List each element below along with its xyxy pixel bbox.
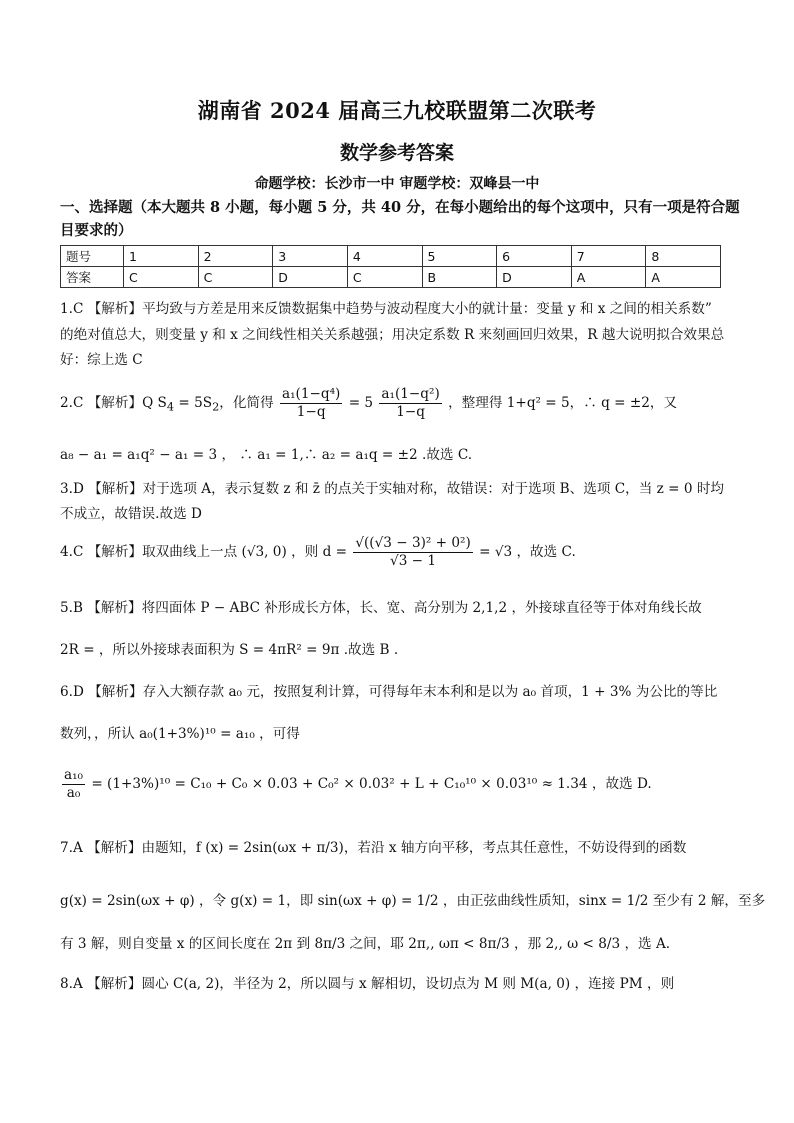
row-label: 答案 bbox=[61, 267, 124, 288]
fraction: $\frac{\text{a₁(1−q⁴)}}{1-q}$ bbox=[282, 386, 341, 420]
solution-2-line2: a₈ − a₁ = a₁q² − a₁ = 3 ， ∴ a₁ = 1,∴ a₂ = a₁q = ±2 .故选 C. bbox=[60, 447, 473, 463]
table-cell: 7 bbox=[571, 246, 646, 267]
section-heading: 一、选择题（本大题共 8 小题，每小题 5 分，共 40 分，在每小题给出的每个这项中，只有一项是符合题目要求的） bbox=[60, 199, 740, 239]
table-cell: 5 bbox=[422, 246, 497, 267]
table-cell: C bbox=[124, 267, 199, 288]
solution-3-line1: 3.D 【解析】对于选项 A，表示复数 z 和 z̄ 的点关于实轴对称，故错误：对于选项 B、选项 C，当 z = 0 时均 bbox=[60, 481, 725, 497]
solution-3-line2: 不成立，故错误.故选 D bbox=[60, 506, 202, 522]
solution-6-line1: 6.D 【解析】存入大额存款 a₀ 元，按照复利计算，可得每年末本利和是以为 a₀ 首项，1 + 3% 为公比的等比 bbox=[60, 684, 718, 700]
table-cell: 3 bbox=[273, 246, 348, 267]
table-cell: 1 bbox=[124, 246, 199, 267]
table-cell: B bbox=[422, 267, 497, 288]
solution-4-line1: 4.C 【解析】取双曲线上一点 (√3, 0) ，则 d = $\frac{\text{√((√3 − 3)² + 0²)}}{√3 - 1}$ = √3 ，故选 C. bbox=[60, 535, 576, 569]
table-cell: C bbox=[198, 267, 273, 288]
table-row bbox=[61, 246, 721, 267]
fraction: $\frac{\text{a₁(1−q²)}}{1-q}$ bbox=[381, 386, 440, 420]
solution-2-mid: ，化简得 bbox=[219, 395, 274, 411]
solution-7-line1: 7.A 【解析】由题知，f (x) = 2sin(ωx + π/3)，若沿 x 轴方向平移，考点其任意性，不妨设得到的函数 bbox=[60, 840, 687, 856]
solution-7-line3: 有 3 解，则自变量 x 的区间长度在 2π 到 8π/3 之间，耶 2π,, ωπ < 8π/3 ，那 2,, ω < 8/3 ，选 A. bbox=[60, 936, 671, 952]
answer-table bbox=[60, 245, 721, 288]
solution-8-line1: 8.A 【解析】圆心 C(a, 2)，半径为 2，所以圆与 x 解相切，设切点为 M 则 M(a, 0) ，连接 PM ，则 bbox=[60, 976, 675, 992]
table-cell: D bbox=[497, 267, 572, 288]
table-cell: 6 bbox=[497, 246, 572, 267]
solution-6-line3: $\frac{\text{a₁₀}}{\text{a₀}}$ = (1+3%)¹⁰ = C₁₀ + C₀ × 0.03 + C₀² × 0.03² + L + C₁₀¹⁰ × 0.03¹⁰ ≈ 1.34 ，故选 D. bbox=[64, 767, 652, 801]
document-subtitle: 数学参考答案 bbox=[339, 142, 454, 164]
table-row bbox=[61, 267, 721, 288]
solution-5-line2: 2R = ，所以外接球表面积为 S = 4πR² = 9π .故选 B . bbox=[60, 642, 399, 658]
solution-1-line1: 1.C 【解析】平均致与方差是用来反馈数据集中趋势与波动程度大小的就计量：变量 y 和 x 之间的相关系数” bbox=[60, 301, 712, 317]
table-cell: A bbox=[646, 267, 721, 288]
solution-2-post: ，整理得 1+q² = 5，∴ q = ±2，又 bbox=[448, 395, 678, 411]
row-label: 题号 bbox=[61, 246, 124, 267]
fraction: $\frac{\text{√((√3 − 3)² + 0²)}}{√3 - 1}$ bbox=[355, 535, 471, 569]
document-title: 湖南省 2024 届高三九校联盟第二次联考 bbox=[197, 98, 597, 123]
school-info: 命题学校：长沙市一中 审题学校：双峰县一中 bbox=[254, 176, 540, 192]
solution-7-line2: g(x) = 2sin(ωx + φ) ，令 g(x) = 1，即 sin(ωx + φ) = 1/2 ，由正弦曲线性质知，sinx = 1/2 至少有 2 解，至多 bbox=[60, 893, 766, 909]
table-cell: 4 bbox=[347, 246, 422, 267]
table-cell: 8 bbox=[646, 246, 721, 267]
solution-2-line1: 2.C 【解析】Q $S_4 = 5S_2$，化简得 $\frac{\text{a₁(1−q⁴)}}{1-q}$ = 5 $\frac{\text{a₁(1−q²)}}{1-q}$ ，整理得 1+q² = 5，∴ q = ±2，又 bbox=[60, 386, 678, 420]
solution-2-prefix: 2.C 【解析】Q S bbox=[60, 395, 167, 411]
fraction: $\frac{\text{a₁₀}}{\text{a₀}}$ bbox=[64, 767, 84, 801]
table-cell: A bbox=[571, 267, 646, 288]
table-cell: C bbox=[347, 267, 422, 288]
table-cell: D bbox=[273, 267, 348, 288]
table-cell: 2 bbox=[198, 246, 273, 267]
solution-1-line2: 的绝对值总大，则变量 y 和 x 之间线性相关关系越强；用决定系数 R 来刻画回归效果，R 越大说明拟合效果总 bbox=[60, 327, 725, 343]
solution-6-line2: 数列，，所认 a₀(1+3%)¹⁰ = a₁₀ ，可得 bbox=[60, 726, 300, 742]
solution-1-line3: 好：综上选 C bbox=[60, 352, 143, 368]
solution-5-line1: 5.B 【解析】将四面体 P − ABC 补形成长方体，长、宽、高分别为 2,1,2 ，外接球直径等于体对角线长故 bbox=[60, 600, 702, 616]
